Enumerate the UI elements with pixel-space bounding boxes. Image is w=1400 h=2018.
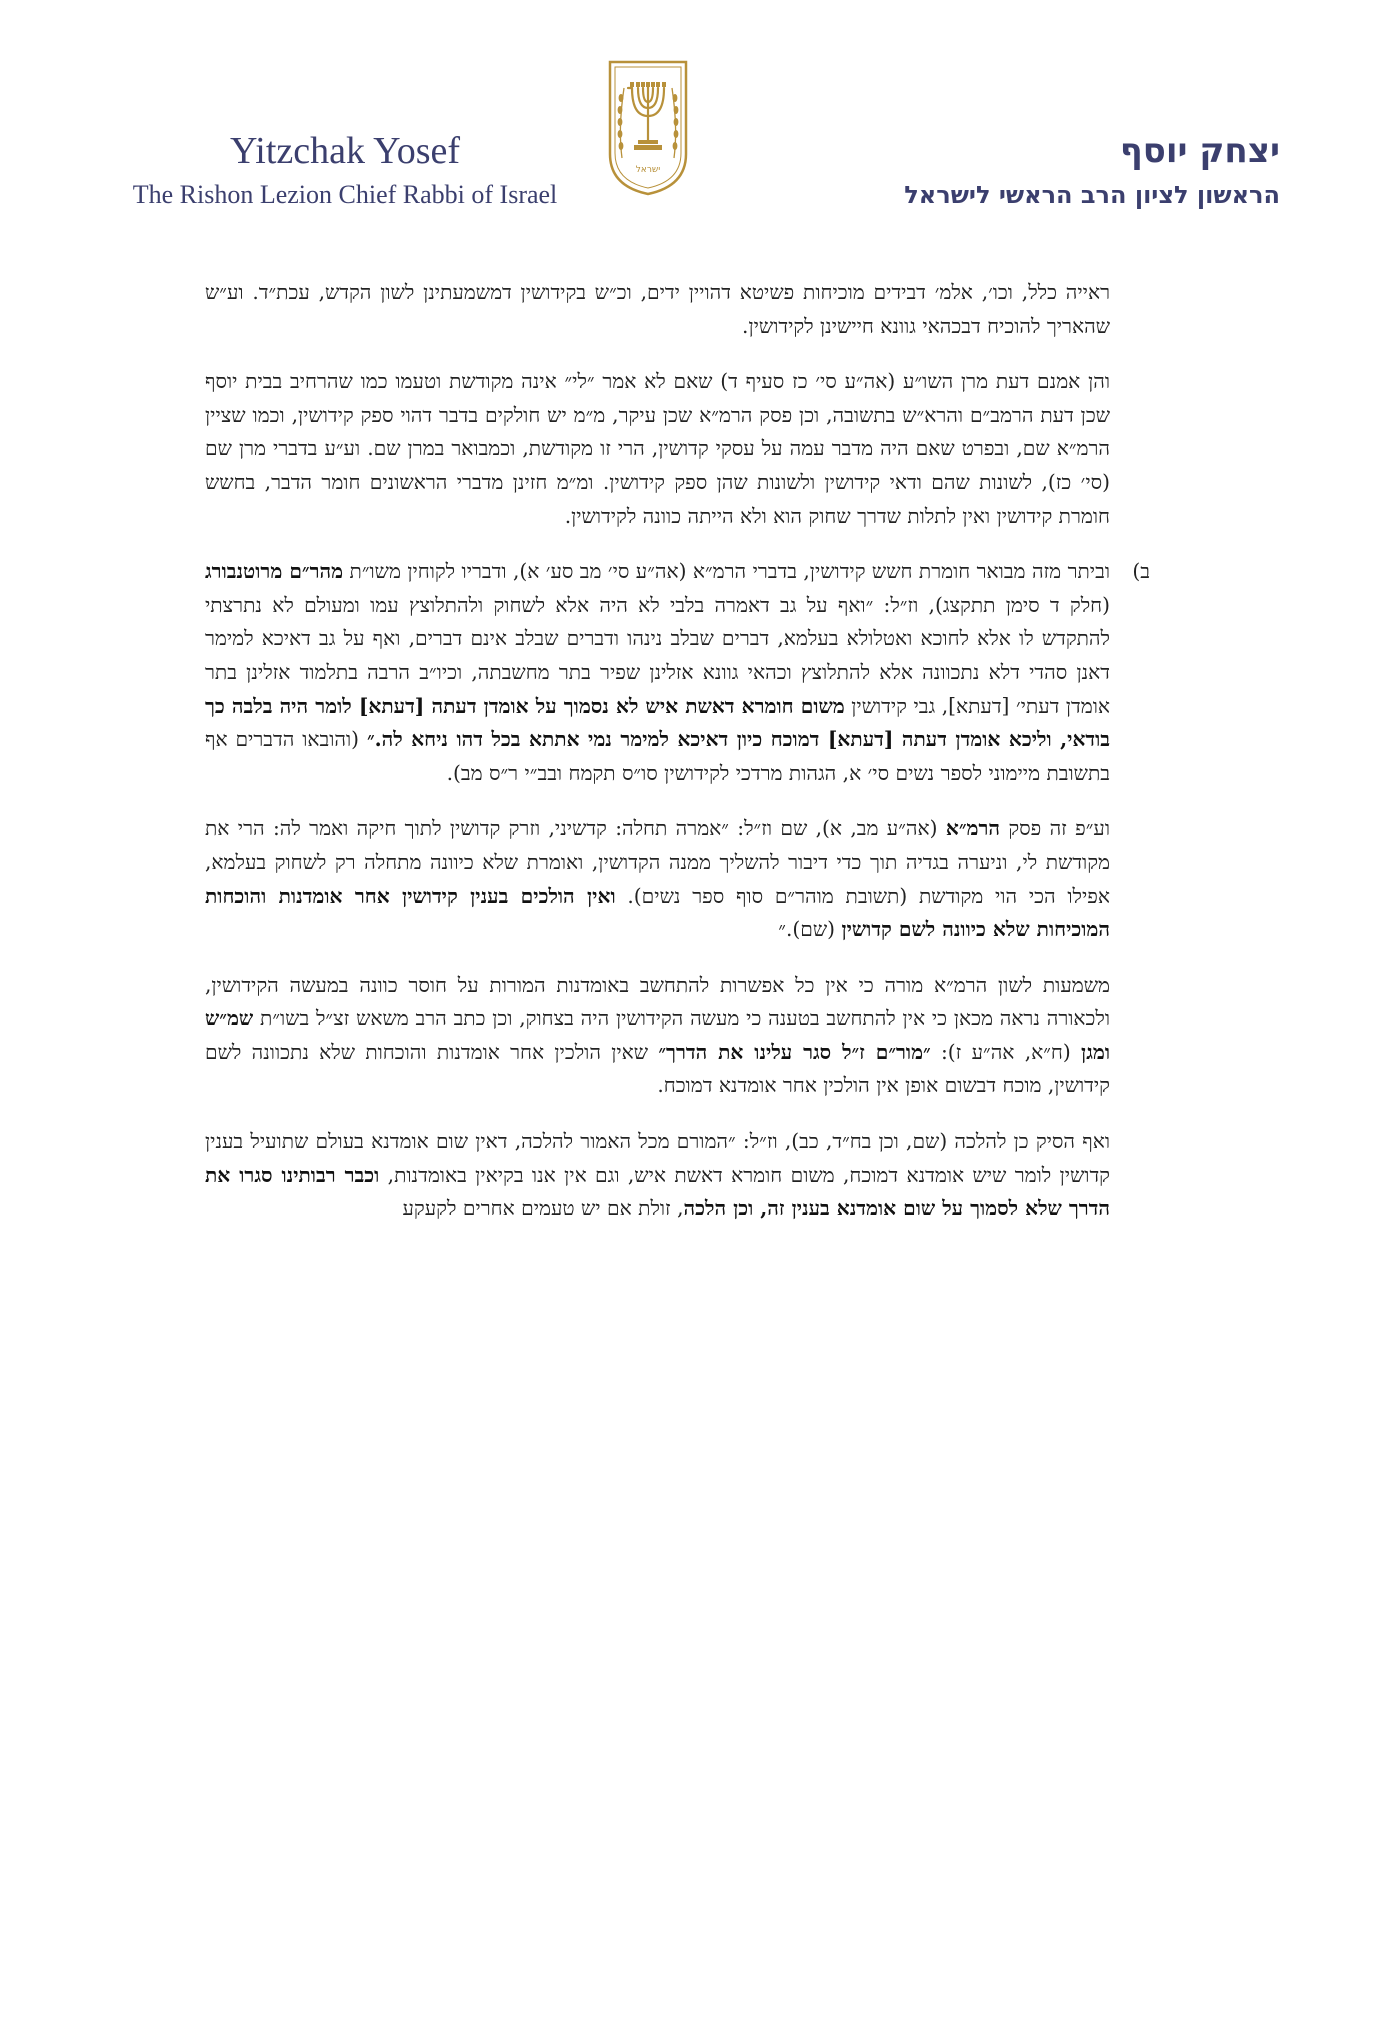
- letterhead: [0, 0, 1400, 240]
- paragraph-5-text-c: (ח״א, אה״ע ז):: [930, 1039, 1082, 1064]
- letter-body: [205, 276, 1150, 1248]
- menorah-emblem-icon: [606, 58, 690, 198]
- paragraph-5-bold-source: שמ״ש ומגן: [205, 1006, 1110, 1064]
- paragraph-4-text-e: (שם).״: [778, 917, 842, 942]
- rabbi-title-english: The Rishon Lezion Chief Rabbi of Israel: [132, 180, 558, 209]
- paragraph-4-bold-rema: הרמ״א: [945, 816, 1000, 841]
- paragraph-3-text-e: (והובאו הדברים אף בתשובת מיימוני לספר נשים סי׳ א, הגהות מרדכי לקידושין סו״ס תקמח ובב״י ר״ס מב).: [205, 727, 1110, 785]
- svg-text:ישראל: ישראל: [635, 165, 661, 175]
- section-marker-b: ב): [1132, 559, 1150, 584]
- paragraph-3-text-c: (חלק ד סימן תתקצג), וז״ל: ״ואף על גב דאמרה בלבי לא היה אלא לשחוק ולהתלוצץ עמו ומעולם לא נתרצתי להתקדש לו אלא לחוכא ואטלולא בעלמא, דברים שבלב נינהו ודברים שבלב אינם דברים, ואף על גב דאיכא למימר דאנן סהדי דלא נתכוונה אלא להתלוצץ וכהאי גוונא אזלינן שפיר בתר מחשבתה, וכיו״ב הרבה בתלמוד אזלינן בתר אומדן דעתי׳ [דעתא], גבי קידושין: [205, 592, 1110, 718]
- paragraph-4-text-a: וע״פ זה פסק: [1000, 816, 1110, 841]
- paragraph-3-text-a: וביתר מזה מבואר חומרת חשש קידושין, בדברי הרמ״א (אה״ע סי׳ מב סע׳ א), ודבריו לקוחין משו״ת: [343, 559, 1110, 584]
- paragraph-3-bold-quote: משום חומרא דאשת איש לא נסמוך על אומדן דעתה [דעתא] לומר היה בלבה כך בודאי, וליכא אומדן דעתה [דעתא] דמוכח כיון דאיכא למימר נמי אתתא בכל דהו ניחא לה.״: [205, 693, 1111, 752]
- paragraph-6: [205, 1125, 1110, 1226]
- paragraph-6-text-c: , זולת אם יש טעמים אחרים לקעקע: [402, 1196, 684, 1221]
- letterhead-english: [110, 128, 580, 212]
- paragraph-6-bold-conclusion: וכבר רבותינו סגרו את הדרך שלא לסמוך על שום אומדנא בענין זה, וכן הלכה: [205, 1162, 1110, 1221]
- paragraph-5: [205, 969, 1110, 1103]
- paragraph-3-bold-source: מהר״ם מרוטנבורג: [205, 559, 344, 584]
- rabbi-name-hebrew: יצחק יוסף: [1119, 131, 1280, 171]
- rabbi-name-english: Yitzchak Yosef: [229, 130, 461, 172]
- rabbi-title-hebrew: הראשון לציון הרב הראשי לישראל: [904, 181, 1280, 209]
- paragraph-5-bold-quote: ״מור״ם ז״ל סגר עלינו את הדרך״: [658, 1039, 931, 1064]
- paragraph-5-text-a: משמעות לשון הרמ״א מורה כי אין כל אפשרות להתחשב באומדנות המורות על חוסר כוונה במעשה הקידושין, ולכאורה נראה מכאן כי אין להתחשב בטענה כי מעשה הקידושין היה בצחוק, וכן כתב הרב משאש זצ״ל בשו״ת: [205, 972, 1110, 1031]
- paragraph-3: [205, 555, 1150, 790]
- paragraph-5-text-e: שאין הולכין אחר אומדנות והוכחות שלא נתכוונה לשם קידושין, מוכח דבשום אופן אין הולכין אחר אומדנא דמוכח.: [205, 1039, 1110, 1098]
- paragraph-2: והן אמנם דעת מרן השו״ע (אה״ע סי׳ כז סעיף ד) שאם לא אמר ״לי״ אינה מקודשת וטעמו כמו שהרחיב בבית יוסף שכן דעת הרמב״ם והרא״ש בתשובה, וכן פסק הרמ״א שכן עיקר, מ״מ יש חולקים בדבר דהוי ספק קידושין, וכמו שציין הרמ״א שם, ובפרט שאם היה מדבר עמה על עסקי קדושין, הרי זו מקודשת, וכמבואר במרן שם. וע״ע בדברי מרן שם (סי׳ כז), לשונות שהם ודאי קידושין ולשונות שהן ספק קידושין. ומ״מ חזינן מדברי הראשונים חומר הדבר, בחשש חומרת קידושין ואין לתלות שדרך שחוק הוא ולא הייתה כוונה לקידושין.: [205, 369, 1110, 528]
- paragraph-4-bold-ruling: ואין הולכים בענין קידושין אחר אומדנות והוכחות המוכיחות שלא כיוונה לשם קדושין: [205, 883, 1110, 942]
- paragraph-4: [205, 812, 1110, 946]
- paragraph-4-text-c: (אה״ע מב, א), שם וז״ל: ״אמרה תחלה: קדשיני, וזרק קדושין לתוך חיקה ואמר לה: הרי את מקודשת לי, וניערה בגדיה תוך כדי דיבור להשליך ממנה הקדושין, ואומרת שלא כיוונה מתחלה רק לשחוק בעלמא, אפילו הכי הוי מקודשת (תשובת מוהר״ם סוף ספר נשים).: [205, 816, 1110, 908]
- paragraph-1: ראייה כלל, וכו׳, אלמ׳ דבידים מוכיחות פשיטא דהויין ידים, וכ״ש בקידושין דמשמעתינן לשון הקדש, עכת״ד. וע״ש שהאריך להוכיח דבכהאי גוונא חיישינן לקידושין.: [205, 280, 1110, 338]
- letterhead-hebrew: [780, 128, 1280, 212]
- paragraph-6-text-a: ואף הסיק כן להלכה (שם, וכן בח״ד, כב), וז״ל: ״המורם מכל האמור להלכה, דאין שום אומדנא בעולם שתועיל בענין קדושין לומר שיש אומדנא דמוכח, משום חומרא דאשת איש, וגם אין אנו בקיאין באומדנות,: [205, 1129, 1110, 1187]
